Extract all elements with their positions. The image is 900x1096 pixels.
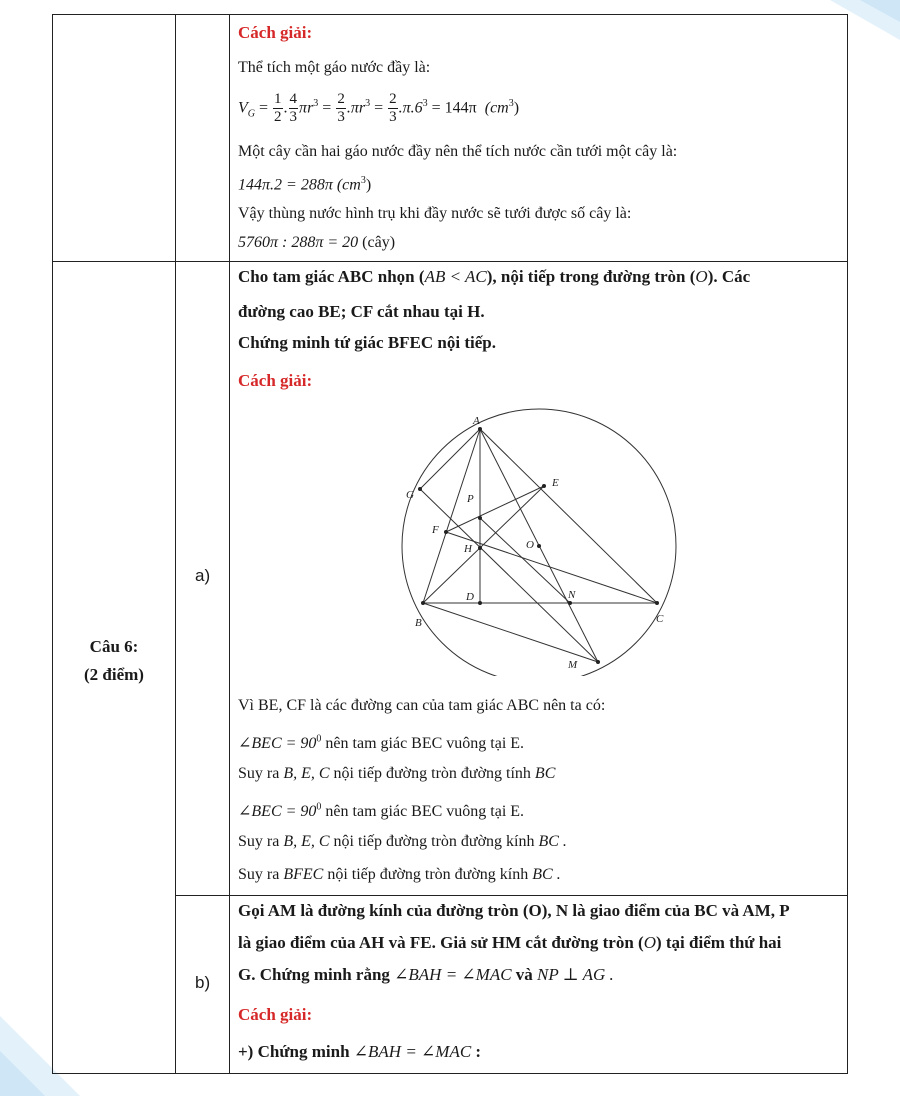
part-a-step-3: Suy ra B, E, C nội tiếp đường tròn đường tính BC: [238, 765, 556, 782]
part5-line-6: 5760π : 288π = 20 (cây): [238, 234, 396, 251]
part5-volume-formula: $V_G$ = $\frac{1}{2}$ . $\frac{4}{3}$ $\pi r^3$ = $\frac{2}{3}$ $.\pi r^3$ = $\frac{2}{3}$ $.\pi.6^3 = 144\pi$ $(cm^3)$: [238, 91, 520, 126]
label-e: E: [552, 477, 559, 489]
part5-line-3: Một cây cần hai gáo nước đầy nên thể tích nước cần tưới một cây là:: [238, 143, 678, 160]
segment-ac: [480, 429, 657, 603]
fraction-1-2: $\frac{1}{2}$: [274, 91, 282, 126]
label-c: C: [656, 613, 664, 625]
segment-fe: [446, 486, 544, 532]
part-b-question-line-1: Gọi AM là đường kính của đường tròn (O), N là giao điểm của BC và AM, P: [238, 901, 790, 920]
part-a-step-4: ∠BEC = $90^0$ nên tam giác BEC vuông tại E.: [238, 801, 525, 820]
question-number: Câu 6:: [89, 637, 139, 656]
part5-line-5: Vậy thùng nước hình trụ khi đầy nước sẽ tưới được số cây là:: [238, 205, 632, 222]
fraction-4-3: $\frac{4}{3}$: [289, 91, 298, 126]
part5-line-4: 144π.2 = 288π $(cm^3)$: [238, 175, 372, 194]
label-n: N: [568, 589, 576, 601]
part-a-step-6: Suy ra BFEC nội tiếp đường tròn đường kính BC .: [238, 866, 561, 883]
label-b: B: [415, 617, 422, 629]
part-a-question-line-1: Cho tam giác ABC nhọn (AB < AC), nội tiếp trong đường tròn (O). Các: [238, 267, 751, 286]
part-a-step-2: ∠BEC = $90^0$ nên tam giác BEC vuông tại E.: [238, 733, 525, 752]
part-a-label: a): [195, 566, 211, 585]
part-b-heading: Cách giải:: [238, 1005, 313, 1024]
segment-ag: [420, 429, 480, 489]
label-g: G: [406, 489, 414, 501]
part5-line-1: Thể tích một gáo nước đầy là:: [238, 59, 431, 76]
part5-heading: Cách giải:: [238, 23, 313, 42]
question-points: (2 điểm): [84, 665, 144, 684]
geometry-figure: [360, 402, 680, 676]
label-f: F: [432, 524, 439, 536]
part-a-step-5: Suy ra B, E, C nội tiếp đường tròn đường kính BC .: [238, 833, 567, 850]
segment-gm: [420, 489, 598, 662]
part-b-line-1: +) Chứng minh ∠BAH = ∠MAC :: [238, 1042, 482, 1061]
part-b-question-line-2: là giao điểm của AH và FE. Giả sử HM cắt đường tròn (O) tại điểm thứ hai: [238, 933, 782, 952]
fraction-2-3-b: $\frac{2}{3}$: [389, 91, 397, 126]
part-a-step-1: Vì BE, CF là các đường can của tam giác ABC nên ta có:: [238, 697, 606, 714]
label-h: H: [464, 543, 472, 555]
label-m: M: [568, 659, 578, 671]
segment-bm: [423, 603, 598, 662]
part-a-heading: Cách giải:: [238, 371, 313, 390]
segment-ab: [423, 429, 480, 603]
label-d: D: [466, 591, 474, 603]
label-p: P: [467, 493, 474, 505]
part-b-question-line-3: G. Chứng minh rằng ∠BAH = ∠MAC và NP ⊥ AG .: [238, 965, 614, 984]
label-a: A: [473, 415, 480, 427]
label-o: O: [526, 539, 534, 551]
fraction-2-3-a: $\frac{2}{3}$: [337, 91, 345, 126]
part-a-question-line-3: Chứng minh tứ giác BFEC nội tiếp.: [238, 333, 496, 352]
column-divider-1: [175, 15, 176, 1073]
part-a-question-line-2: đường cao BE; CF cắt nhau tại H.: [238, 302, 485, 321]
column-divider-2: [229, 15, 230, 1073]
altitude-cf: [446, 532, 657, 603]
part-b-label: b): [195, 973, 211, 992]
